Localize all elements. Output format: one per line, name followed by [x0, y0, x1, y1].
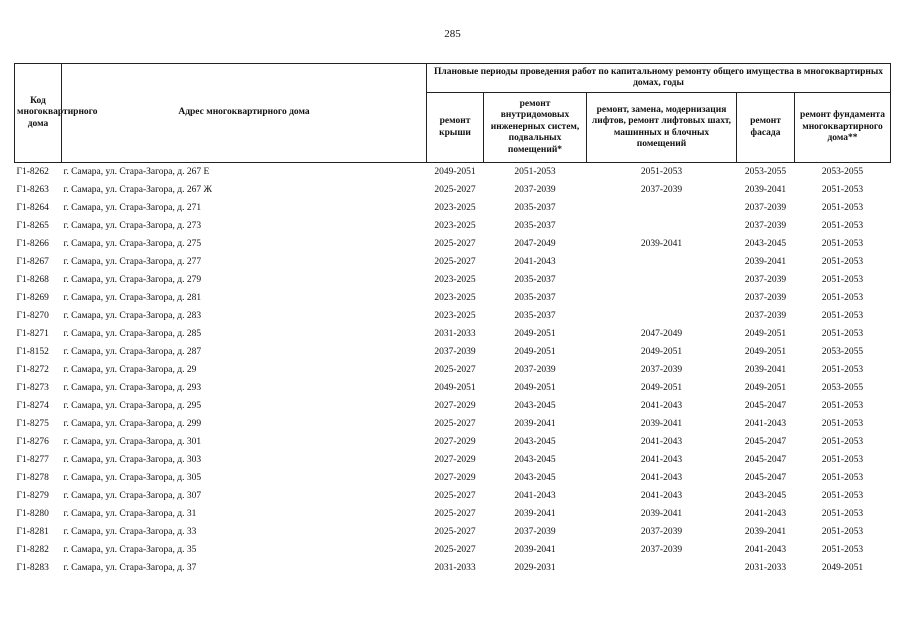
cell-code: Г1-8269 [16, 293, 49, 303]
cell-roof: 2023-2025 [434, 203, 476, 213]
table-row [15, 271, 891, 289]
cell-foundation: 2051-2053 [821, 311, 864, 321]
cell-address: г. Самара, ул. Стара-Загора, д. 35 [63, 545, 197, 555]
cell-roof: 2023-2025 [434, 293, 476, 303]
cell-address: г. Самара, ул. Стара-Загора, д. 267 Е [63, 167, 210, 177]
header-roof: ремонт крыши [427, 93, 484, 163]
cell-foundation: 2051-2053 [821, 473, 864, 483]
cell-systems: 2043-2045 [514, 455, 556, 465]
capital-repair-table [14, 63, 891, 577]
cell-roof: 2023-2025 [434, 311, 476, 321]
cell-code: Г1-8275 [16, 419, 49, 429]
cell-address: г. Самара, ул. Стара-Загора, д. 31 [63, 509, 197, 519]
cell-facade: 2041-2043 [744, 545, 787, 555]
cell-address: г. Самара, ул. Стара-Загора, д. 277 [63, 257, 202, 267]
cell-systems: 2035-2037 [514, 275, 556, 285]
cell-facade: 2037-2039 [744, 293, 787, 303]
cell-facade: 2039-2041 [744, 185, 787, 195]
table-row [15, 487, 891, 505]
cell-systems: 2039-2041 [514, 545, 556, 555]
cell-roof: 2025-2027 [434, 365, 476, 375]
cell-facade: 2037-2039 [744, 311, 787, 321]
table-row [15, 361, 891, 379]
cell-roof: 2025-2027 [434, 419, 476, 429]
cell-code: Г1-8267 [16, 257, 49, 267]
cell-foundation: 2051-2053 [821, 455, 864, 465]
cell-code: Г1-8274 [16, 401, 49, 411]
cell-foundation: 2049-2051 [821, 563, 864, 573]
cell-systems: 2041-2043 [514, 491, 556, 501]
cell-code: Г1-8266 [16, 239, 49, 249]
cell-code: Г1-8270 [16, 311, 49, 321]
cell-code: Г1-8278 [16, 473, 49, 483]
cell-lifts [587, 559, 737, 577]
cell-facade: 2043-2045 [744, 491, 787, 501]
cell-address: г. Самара, ул. Стара-Загора, д. 301 [63, 437, 202, 447]
cell-lifts: 2047-2049 [640, 329, 683, 339]
cell-code: Г1-8280 [16, 509, 49, 519]
cell-roof: 2027-2029 [434, 455, 476, 465]
cell-foundation: 2051-2053 [821, 239, 864, 249]
cell-lifts [587, 271, 737, 289]
cell-systems: 2029-2031 [514, 563, 556, 573]
cell-code: Г1-8281 [16, 527, 49, 537]
cell-roof: 2025-2027 [434, 257, 476, 267]
header-address: Адрес многоквартирного дома [62, 64, 427, 163]
cell-foundation: 2051-2053 [821, 275, 864, 285]
cell-systems: 2037-2039 [514, 185, 556, 195]
cell-roof: 2027-2029 [434, 401, 476, 411]
cell-systems: 2037-2039 [514, 527, 556, 537]
cell-foundation: 2053-2055 [821, 383, 864, 393]
cell-foundation: 2051-2053 [821, 203, 864, 213]
cell-roof: 2027-2029 [434, 437, 476, 447]
cell-systems: 2035-2037 [514, 203, 556, 213]
cell-roof: 2025-2027 [434, 545, 476, 555]
table-row [15, 469, 891, 487]
cell-address: г. Самара, ул. Стара-Загора, д. 299 [63, 419, 202, 429]
cell-address: г. Самара, ул. Стара-Загора, д. 307 [63, 491, 202, 501]
cell-systems: 2037-2039 [514, 365, 556, 375]
cell-roof: 2023-2025 [434, 275, 476, 285]
cell-address: г. Самара, ул. Стара-Загора, д. 267 Ж [63, 185, 212, 195]
cell-roof: 2025-2027 [434, 239, 476, 249]
cell-facade: 2045-2047 [744, 473, 787, 483]
cell-systems: 2043-2045 [514, 401, 556, 411]
table-row [15, 433, 891, 451]
cell-facade: 2037-2039 [744, 221, 787, 231]
cell-code: Г1-8272 [16, 365, 49, 375]
header-foundation: ремонт фундамента многоквартирного дома** [795, 93, 891, 163]
cell-facade: 2045-2047 [744, 401, 787, 411]
cell-code: Г1-8273 [16, 383, 49, 393]
cell-lifts [587, 253, 737, 271]
cell-facade: 2041-2043 [744, 509, 787, 519]
cell-roof: 2023-2025 [434, 221, 476, 231]
cell-code: Г1-8268 [16, 275, 49, 285]
cell-facade: 2039-2041 [744, 365, 787, 375]
cell-facade: 2039-2041 [744, 257, 787, 267]
cell-systems: 2047-2049 [514, 239, 556, 249]
cell-facade: 2045-2047 [744, 455, 787, 465]
cell-systems: 2043-2045 [514, 473, 556, 483]
header-row-1 [15, 64, 891, 93]
table-row [15, 289, 891, 307]
cell-lifts: 2041-2043 [640, 491, 683, 501]
cell-systems: 2049-2051 [514, 329, 556, 339]
cell-lifts: 2039-2041 [640, 239, 683, 249]
cell-code: Г1-8152 [16, 347, 49, 357]
table-row [15, 559, 891, 577]
cell-facade: 2043-2045 [744, 239, 787, 249]
cell-systems: 2035-2037 [514, 311, 556, 321]
cell-foundation: 2051-2053 [821, 221, 864, 231]
table-row [15, 523, 891, 541]
table-row [15, 415, 891, 433]
cell-foundation: 2053-2055 [821, 167, 864, 177]
cell-lifts [587, 307, 737, 325]
cell-lifts: 2049-2051 [640, 347, 683, 357]
cell-code: Г1-8264 [16, 203, 49, 213]
cell-roof: 2031-2033 [434, 563, 476, 573]
cell-facade: 2041-2043 [744, 419, 787, 429]
table-row [15, 505, 891, 523]
cell-foundation: 2051-2053 [821, 437, 864, 447]
cell-roof: 2049-2051 [434, 167, 476, 177]
cell-roof: 2037-2039 [434, 347, 476, 357]
table-row [15, 307, 891, 325]
cell-address: г. Самара, ул. Стара-Загора, д. 273 [63, 221, 202, 231]
cell-address: г. Самара, ул. Стара-Загора, д. 305 [63, 473, 202, 483]
table-row [15, 181, 891, 199]
cell-foundation: 2051-2053 [821, 401, 864, 411]
cell-roof: 2025-2027 [434, 491, 476, 501]
cell-foundation: 2051-2053 [821, 365, 864, 375]
cell-facade: 2049-2051 [744, 347, 787, 357]
cell-systems: 2051-2053 [514, 167, 556, 177]
cell-code: Г1-8277 [16, 455, 49, 465]
cell-lifts: 2039-2041 [640, 419, 683, 429]
cell-facade: 2049-2051 [744, 329, 787, 339]
cell-foundation: 2051-2053 [821, 329, 864, 339]
cell-address: г. Самара, ул. Стара-Загора, д. 293 [63, 383, 202, 393]
cell-address: г. Самара, ул. Стара-Загора, д. 287 [63, 347, 202, 357]
cell-address: г. Самара, ул. Стара-Загора, д. 33 [63, 527, 197, 537]
cell-code: Г1-8279 [16, 491, 49, 501]
cell-address: г. Самара, ул. Стара-Загора, д. 303 [63, 455, 202, 465]
cell-lifts: 2039-2041 [640, 509, 683, 519]
cell-lifts: 2037-2039 [640, 185, 683, 195]
table-row [15, 217, 891, 235]
cell-systems: 2041-2043 [514, 257, 556, 267]
cell-address: г. Самара, ул. Стара-Загора, д. 295 [63, 401, 202, 411]
cell-facade: 2037-2039 [744, 203, 787, 213]
cell-code: Г1-8276 [16, 437, 49, 447]
cell-facade: 2053-2055 [744, 167, 787, 177]
cell-foundation: 2051-2053 [821, 257, 864, 267]
table-row [15, 235, 891, 253]
cell-foundation: 2051-2053 [821, 185, 864, 195]
cell-code: Г1-8262 [16, 167, 49, 177]
cell-foundation: 2051-2053 [821, 527, 864, 537]
cell-roof: 2027-2029 [434, 473, 476, 483]
cell-foundation: 2051-2053 [821, 509, 864, 519]
cell-foundation: 2051-2053 [821, 293, 864, 303]
header-lifts: ремонт, замена, модернизация лифтов, ремонт лифтовых шахт, машинных и блочных помещений [587, 93, 737, 163]
cell-foundation: 2053-2055 [821, 347, 864, 357]
cell-lifts: 2041-2043 [640, 473, 683, 483]
table-row [15, 163, 891, 182]
cell-lifts: 2041-2043 [640, 437, 683, 447]
table-row [15, 541, 891, 559]
cell-foundation: 2051-2053 [821, 491, 864, 501]
cell-lifts: 2041-2043 [640, 401, 683, 411]
cell-lifts: 2037-2039 [640, 365, 683, 375]
table-row [15, 253, 891, 271]
cell-facade: 2031-2033 [744, 563, 787, 573]
cell-code: Г1-8282 [16, 545, 49, 555]
cell-facade: 2049-2051 [744, 383, 787, 393]
cell-lifts: 2037-2039 [640, 545, 683, 555]
cell-address: г. Самара, ул. Стара-Загора, д. 271 [63, 203, 202, 213]
cell-systems: 2039-2041 [514, 419, 556, 429]
cell-address: г. Самара, ул. Стара-Загора, д. 283 [63, 311, 202, 321]
table-body [15, 163, 891, 578]
header-facade: ремонт фасада [737, 93, 795, 163]
header-code: Код многоквартирного дома [15, 64, 62, 163]
table-row [15, 379, 891, 397]
header-periods-group: Плановые периоды проведения работ по капитальному ремонту общего имущества в многоквартирных домах, годы [427, 64, 891, 93]
table-row [15, 451, 891, 469]
cell-facade: 2039-2041 [744, 527, 787, 537]
page-number: 285 [444, 28, 461, 40]
cell-lifts: 2037-2039 [640, 527, 683, 537]
cell-systems: 2035-2037 [514, 221, 556, 231]
cell-code: Г1-8263 [16, 185, 49, 195]
cell-address: г. Самара, ул. Стара-Загора, д. 275 [63, 239, 202, 249]
cell-address: г. Самара, ул. Стара-Загора, д. 285 [63, 329, 202, 339]
cell-foundation: 2051-2053 [821, 545, 864, 555]
cell-roof: 2025-2027 [434, 185, 476, 195]
cell-roof: 2025-2027 [434, 527, 476, 537]
cell-systems: 2035-2037 [514, 293, 556, 303]
cell-address: г. Самара, ул. Стара-Загора, д. 29 [63, 365, 197, 375]
cell-lifts: 2041-2043 [640, 455, 683, 465]
cell-code: Г1-8265 [16, 221, 49, 231]
header-systems: ремонт внутридомовых инженерных систем, подвальных помещений* [484, 93, 587, 163]
cell-lifts [587, 289, 737, 307]
cell-code: Г1-8283 [16, 563, 49, 573]
cell-roof: 2025-2027 [434, 509, 476, 519]
cell-systems: 2049-2051 [514, 383, 556, 393]
cell-address: г. Самара, ул. Стара-Загора, д. 279 [63, 275, 202, 285]
cell-code: Г1-8271 [16, 329, 49, 339]
table-row [15, 397, 891, 415]
cell-systems: 2049-2051 [514, 347, 556, 357]
table-row [15, 343, 891, 361]
cell-address: г. Самара, ул. Стара-Загора, д. 37 [63, 563, 197, 573]
cell-address: г. Самара, ул. Стара-Загора, д. 281 [63, 293, 202, 303]
cell-lifts [587, 199, 737, 217]
cell-facade: 2037-2039 [744, 275, 787, 285]
cell-lifts [587, 217, 737, 235]
cell-lifts: 2051-2053 [640, 167, 683, 177]
table-row [15, 199, 891, 217]
cell-foundation: 2051-2053 [821, 419, 864, 429]
cell-systems: 2043-2045 [514, 437, 556, 447]
cell-systems: 2039-2041 [514, 509, 556, 519]
table-row [15, 325, 891, 343]
cell-facade: 2045-2047 [744, 437, 787, 447]
cell-roof: 2031-2033 [434, 329, 476, 339]
cell-roof: 2049-2051 [434, 383, 476, 393]
cell-lifts: 2049-2051 [640, 383, 683, 393]
